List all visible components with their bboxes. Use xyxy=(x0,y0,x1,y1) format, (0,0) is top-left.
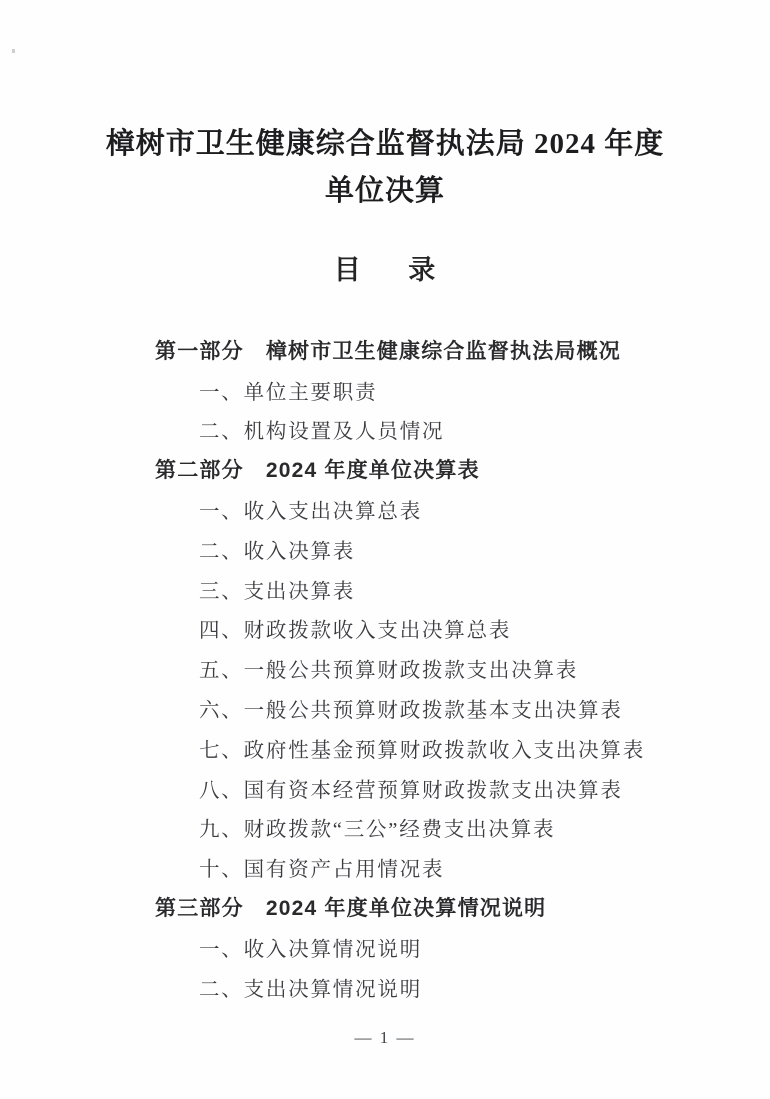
toc-item: 二、支出决算情况说明 xyxy=(199,978,422,1001)
toc-item: 一、收入决算情况说明 xyxy=(199,938,422,961)
toc-item: 十、国有资产占用情况表 xyxy=(199,859,445,882)
toc-section-title: 2024 年度单位决算情况说明 xyxy=(265,897,547,921)
toc-item: 二、收入决算表 xyxy=(199,540,356,563)
page-number: — 1 — xyxy=(354,1028,416,1047)
toc-item: 三、支出决算表 xyxy=(199,580,356,603)
toc-item: 一、单位主要职责 xyxy=(199,381,378,404)
toc-section-heading-1 xyxy=(155,330,740,370)
document-title xyxy=(0,121,770,215)
toc-section-heading-3 xyxy=(155,887,740,927)
toc-item: 七、政府性基金预算财政拨款收入支出决算表 xyxy=(199,739,645,762)
toc-section-label: 第一部分 xyxy=(155,339,244,363)
toc-item: 一、收入支出决算总表 xyxy=(199,501,422,524)
toc-section-title: 樟树市卫生健康综合监督执法局概况 xyxy=(265,339,622,363)
toc-item: 八、国有资本经营预算财政拨款支出决算表 xyxy=(199,779,623,802)
toc-section-title: 2024 年度单位决算表 xyxy=(265,459,480,483)
toc-item: 四、财政拨款收入支出决算总表 xyxy=(199,620,512,643)
toc-heading: 目 录 xyxy=(333,255,437,285)
toc-item: 五、一般公共预算财政拨款支出决算表 xyxy=(199,660,579,683)
scan-artifact-speck xyxy=(12,49,15,53)
toc-item: 六、一般公共预算财政拨款基本支出决算表 xyxy=(199,700,623,723)
document-title-line1: 樟树市卫生健康综合监督执法局 2024 年度 xyxy=(105,128,665,160)
table-of-contents xyxy=(155,330,740,1007)
toc-item: 九、财政拨款“三公”经费支出决算表 xyxy=(199,819,556,842)
toc-section-label: 第三部分 xyxy=(155,897,244,921)
document-title-line2: 单位决算 xyxy=(324,175,445,207)
toc-section-heading-2 xyxy=(155,449,740,489)
toc-section-label: 第二部分 xyxy=(155,459,244,483)
toc-item: 二、机构设置及人员情况 xyxy=(199,421,445,444)
